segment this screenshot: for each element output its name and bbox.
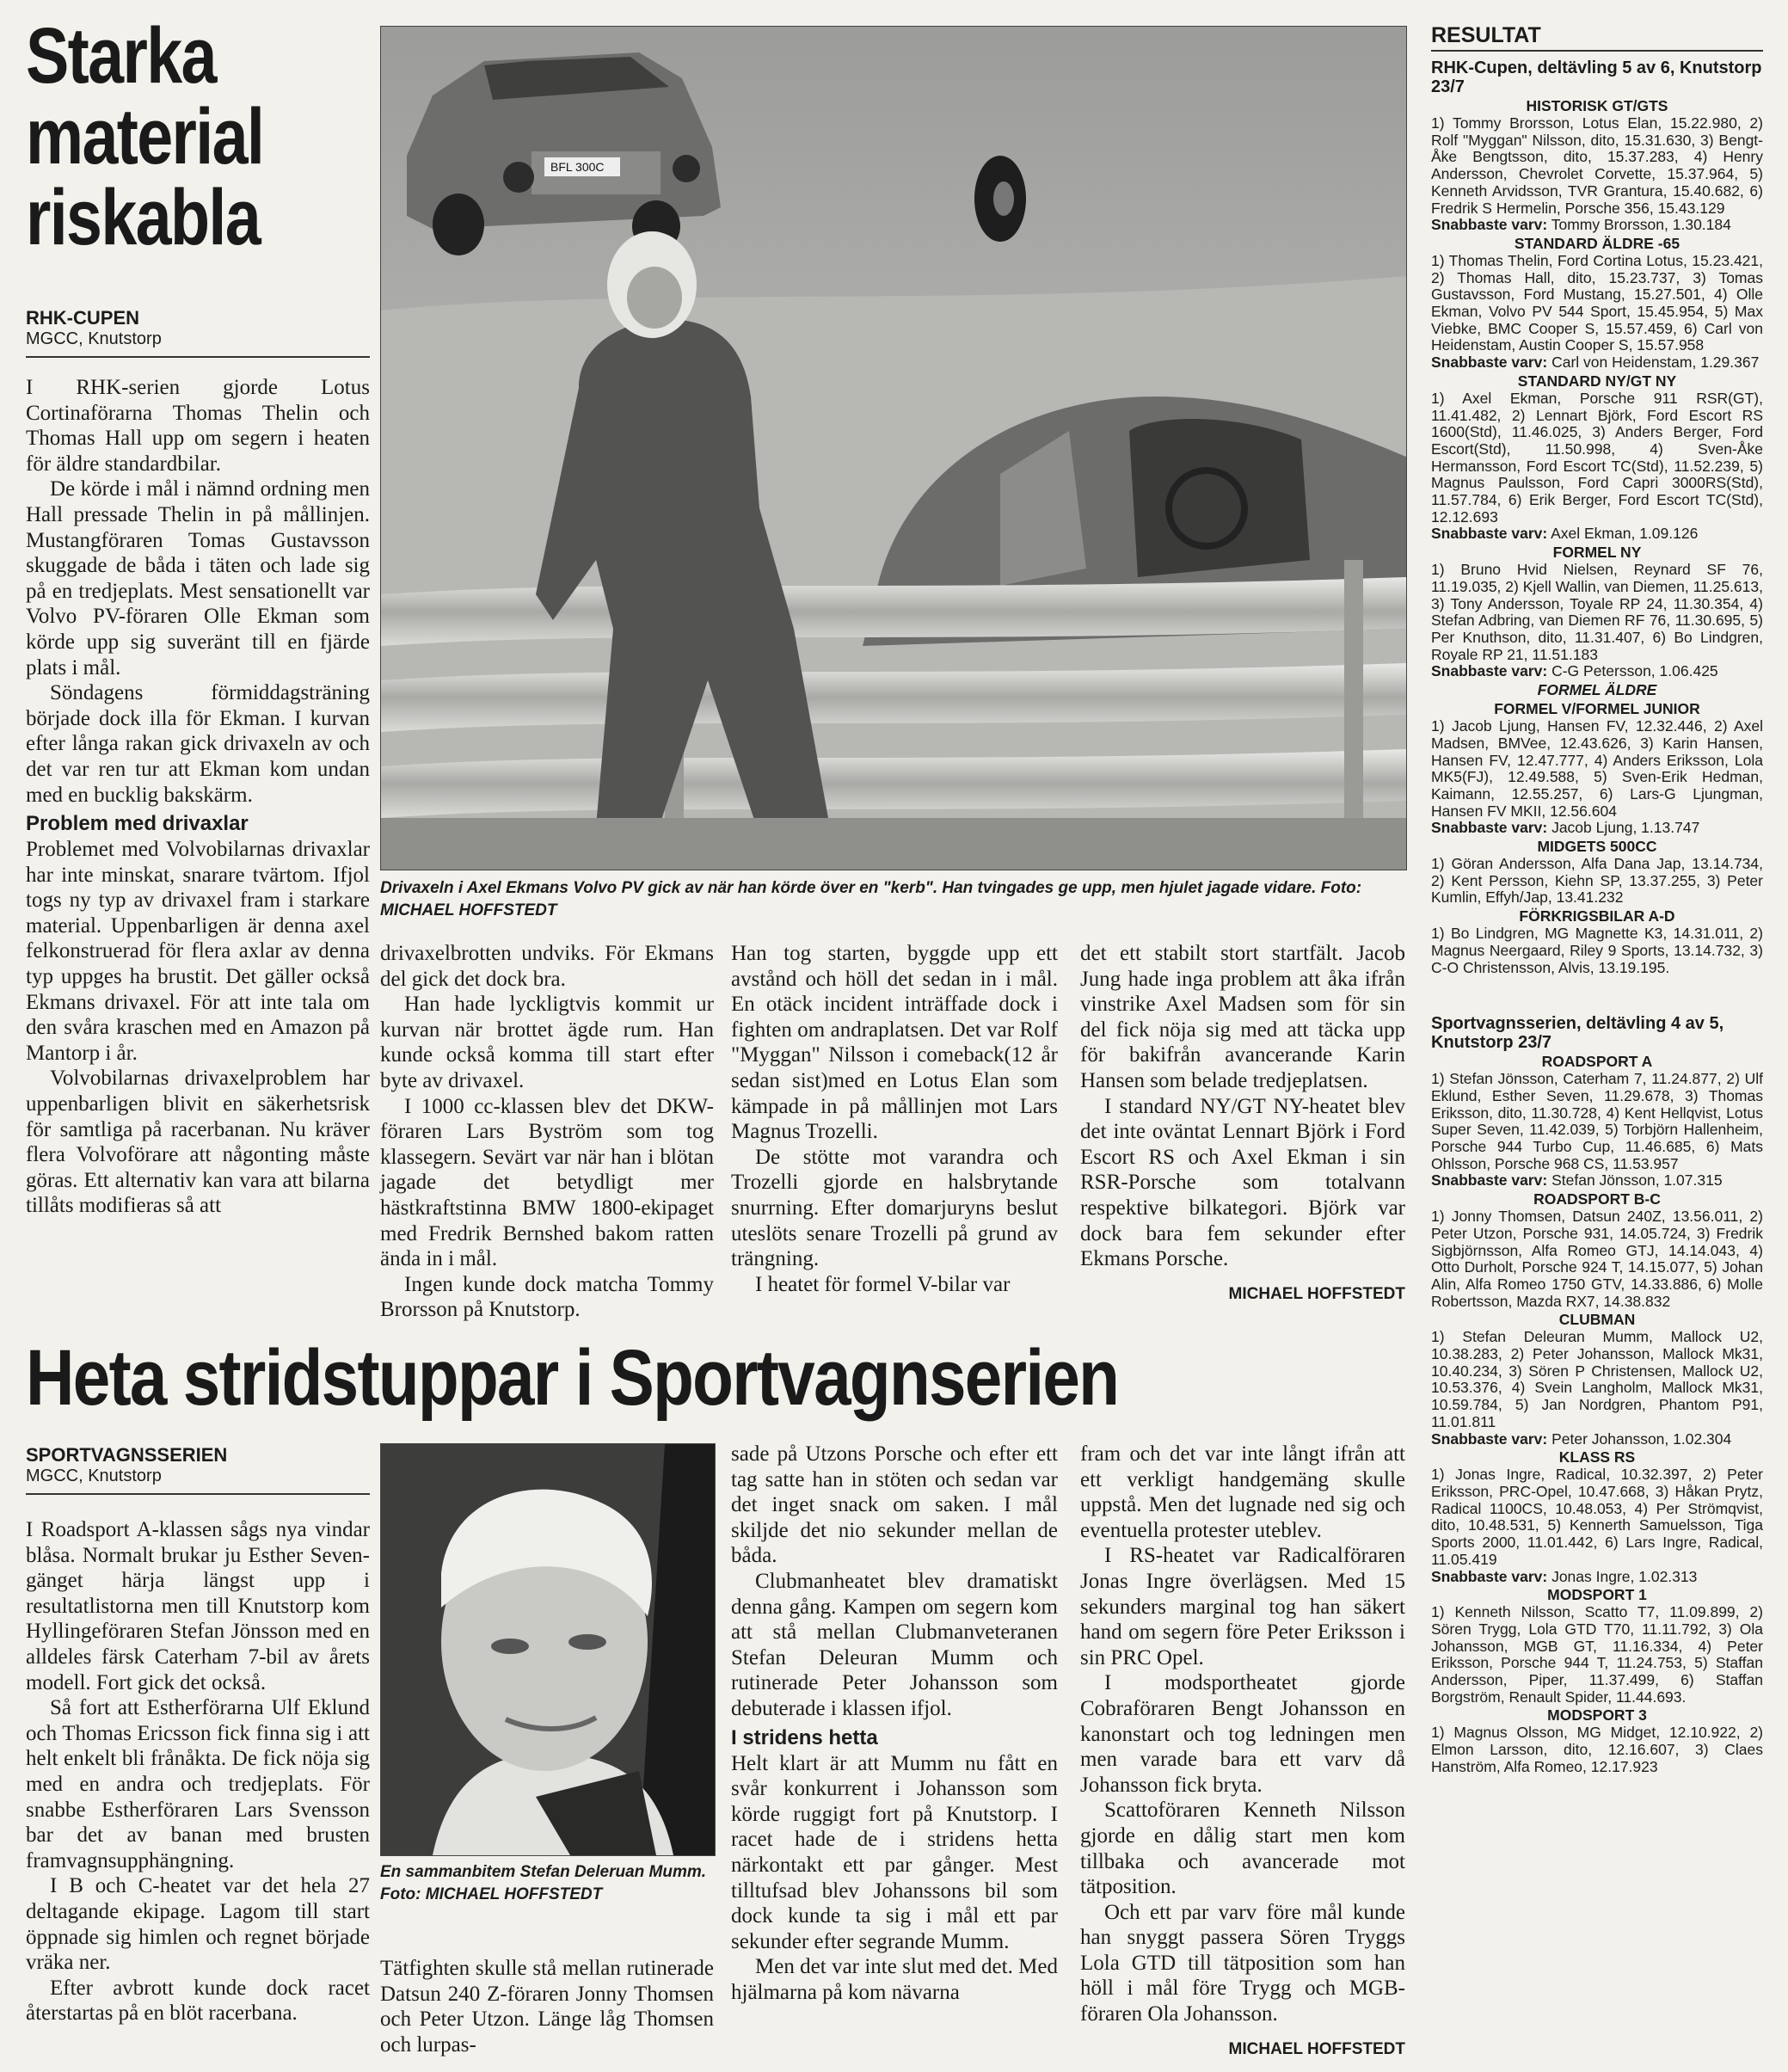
portrait-photo-caption: En sammanbitem Stefan Deleruan Mumm. Foto: MICHAEL HOFFSTEDT xyxy=(380,1863,707,1903)
fastest-lap-label: Snabbaste varv: xyxy=(1431,1567,1548,1585)
results-event-1: RHK-Cupen, deltävling 5 av 6, Knutstorp 23/7 xyxy=(1431,58,1762,96)
result-class-heading: ROADSPORT A xyxy=(1541,1053,1653,1071)
paragraph: Han hade lyckligtvis kommit ur kurvan när brottet ägde rum. Han kunde också komma till start efter byte av drivaxel. xyxy=(380,993,714,1092)
result-class-entries: 1) Stefan Deleuran Mumm, Mallock U2, 10.38.283, 2) Peter Johansson, Mallock Mk31, 10.40.234, 3) Sören P Christensen, Mallock U2, 10.53.376, 4) Svein Langholm, Mallock Mk31, 10.59.784, 5) Jan Nordgren, Phantom P91, 11.01.811 xyxy=(1431,1328,1763,1430)
fastest-lap-label: Snabbaste varv: xyxy=(1431,662,1548,680)
paragraph: Ingen kunde dock matcha Tommy Brorsson på Knutstorp. xyxy=(380,1272,714,1322)
portrait-photo xyxy=(380,1443,716,1856)
article2-section-label xyxy=(26,1445,370,1486)
paragraph: I heatet för formel V-bilar var xyxy=(755,1272,1011,1296)
article2-subhead: I stridens hetta xyxy=(731,1725,878,1749)
fastest-lap xyxy=(1431,1569,1763,1586)
article2-signature: MICHAEL HOFFSTEDT xyxy=(1228,2040,1405,2058)
paragraph: Söndagens förmiddagsträning började dock illa för Ekman. I kurvan efter långa rakan gick drivaxeln av och det var ren tur att Ekman kom undan med en bucklig bakskärm. xyxy=(26,681,370,807)
article2-column-4 xyxy=(1080,1442,1405,2027)
license-plate: BFL 300C xyxy=(550,160,605,174)
fastest-lap xyxy=(1431,217,1763,234)
results-title: RESULTAT xyxy=(1431,23,1541,47)
result-class-entries: 1) Jonas Ingre, Radical, 10.32.397, 2) Peter Eriksson, PRC-Opel, 10.47.668, 3) Håkan Prytz, Radical 1100CS, 10.48.053, 4) Per Strömqvist, dito, 10.48.531, 5) Kennerth Samuelsson, Tiga Sports 2000, 11.01.442, 6) Lars Ingre, Radical, 11.05.419 xyxy=(1431,1466,1763,1568)
result-class-entries: 1) Magnus Olsson, MG Midget, 12.10.922, 2) Elmon Larsson, dito, 12.16.607, 3) Claes Hanström, Alfa Romeo, 12.17.923 xyxy=(1431,1724,1763,1775)
fastest-lap xyxy=(1431,663,1763,680)
paragraph: fram och det var inte långt ifrån att ett verkligt handgemäng skulle uppstå. Men det lugnade ned sig och eventuella protester uteblev. xyxy=(1080,1442,1405,1542)
paragraph: Efter avbrott kunde dock racet återstartas på en blöt racerbana. xyxy=(26,1976,370,2026)
result-class-entries: 1) Bo Lindgren, MG Magnette K3, 14.31.011, 2) Magnus Neergaard, Riley 9 Sports, 13.14.732, 3) C-O Christensson, Alvis, 13.19.195. xyxy=(1431,925,1763,976)
paragraph: Scattoföraren Kenneth Nilsson gjorde en dålig start men kom tillbaka och avancerade mot tätposition. xyxy=(1080,1798,1405,1899)
article1-column-3 xyxy=(731,941,1058,1297)
fastest-lap-label: Snabbaste varv: xyxy=(1431,354,1548,372)
fastest-lap-value: Axel Ekman, 1.09.126 xyxy=(1551,525,1699,543)
results-column xyxy=(1431,22,1763,1776)
result-class-heading: FÖRKRIGSBILAR A-D xyxy=(1519,907,1675,925)
result-class-entries: 1) Göran Andersson, Alfa Dana Jap, 13.14.734, 2) Kent Persson, Kiehn SP, 13.37.255, 3) Peter Kumlin, Effyh/Jap, 13.41.232 xyxy=(1431,855,1763,907)
fastest-lap-label: Snabbaste varv: xyxy=(1431,525,1548,543)
article1-signature: MICHAEL HOFFSTEDT xyxy=(1228,1285,1405,1303)
result-class-entries: 1) Thomas Thelin, Ford Cortina Lotus, 15.23.421, 2) Thomas Hall, dito, 15.23.737, 3) Tomas Gustavsson, Ford Mustang, 15.27.501, 4) Olle Ekman, Volvo PV 544 Sport, 15.45.954, 5) Max Viebke, BMC Cooper S, 15.57.459, 6) Carl von Heidenstam, Austin Cooper S, 15.57.958 xyxy=(1431,251,1763,354)
fastest-lap xyxy=(1431,1431,1763,1448)
article1-place: MGCC, Knutstorp xyxy=(26,329,162,348)
result-class-heading: STANDARD ÄLDRE -65 xyxy=(1514,234,1680,252)
article2-place: MGCC, Knutstorp xyxy=(26,1466,162,1485)
article2-column-3 xyxy=(731,1442,1058,2005)
article1-rule xyxy=(26,356,370,358)
article2-column-1 xyxy=(26,1517,370,2026)
article1-subhead: Problem med drivaxlar xyxy=(26,812,249,836)
paragraph: Och ett par varv före mål kunde han snyggt passera Sören Tryggs Lola GTD till tätposition som han höll i mål före Trygg och MGB-föraren Ola Johansson. xyxy=(1080,1900,1405,2026)
article2-rule xyxy=(26,1493,370,1495)
race-photo-illustration xyxy=(381,27,1406,870)
result-class-heading: HISTORISK GT/GTS xyxy=(1526,97,1668,114)
paragraph: Problemet med Volvobilarnas drivaxlar har inte minskat, snarare tvärtom. Ifjol togs ny typ av drivaxel fram i starkare material. Uppenbarligen är denna axel felkonstruerad för flera axlar av denna typ uppges ha brustit. Det gäller också Ekmans drivaxel. För att inte tala om den svåra kraschen med en Amazon på Mantorp i år. xyxy=(26,838,370,1065)
fastest-lap-label: Snabbaste varv: xyxy=(1431,216,1548,234)
result-class-entries: 1) Axel Ekman, Porsche 911 RSR(GT), 11.41.482, 2) Lennart Björk, Ford Escort RS 1600(Std), 11.46.025, 3) Anders Berger, Ford Escort(Std), 11.50.998, 4) Sven-Åke Hermansson, Ford Escort TC(Std), 11.52.239, 5) Magnus Paulsson, Ford Capri 3000RS(Std), 11.57.784, 6) Erik Berger, Ford Escort TC(Std), 12.12.693 xyxy=(1431,389,1763,526)
fastest-lap-value: Jonas Ingre, 1.02.313 xyxy=(1551,1567,1698,1585)
results-list-2 xyxy=(1431,1052,1763,1775)
article2-headline: Heta stridstuppar i Sportvagnserien xyxy=(26,1334,1119,1422)
results-spacer xyxy=(1431,976,1763,1014)
portrait-photo-illustration xyxy=(381,1444,715,1855)
result-class-entries: 1) Bruno Hvid Nielsen, Reynard SF 76, 11.19.035, 2) Kjell Wallin, van Diemen, 11.25.613, 3) Tony Andersson, Toyale RP 24, 11.30.354, 4) Stefan Adbring, van Diemen RF 76, 11.30.695, 5) Per Knuthson, dito, 11.31.407, 6) Bo Lindgren, Royale RP 21, 11.51.183 xyxy=(1431,561,1763,663)
paragraph: drivaxelbrotten undviks. För Ekmans del gick det dock bra. xyxy=(380,942,714,991)
paragraph: I Roadsport A-klassen sågs nya vindar blåsa. Normalt brukar ju Esther Seven-gänget härja längst upp i resultatlistorna men till Knutstorp kom Hyllingeföraren Stefan Jönsson med en alldeles färsk Caterham 7-bil av årets modell. Fort gick det också. xyxy=(26,1518,370,1694)
article1-column-2 xyxy=(380,941,714,1323)
article2-column-2 xyxy=(380,1956,714,2057)
article1-headline: Starka material riskabla xyxy=(26,12,264,261)
article1-column-4 xyxy=(1080,941,1405,1272)
paragraph: Tätfighten skulle stå mellan rutinerade Datsun 240 Z-föraren Jonny Thomsen och Peter Utzon. Länge låg Thomsen och lurpas- xyxy=(380,1957,714,2057)
race-photo-caption: Drivaxeln i Axel Ekmans Volvo PV gick av när han körde över en "kerb". Han tvingades ge upp, men hjulet jagade vidare. Foto: MICHAEL HOFFSTEDT xyxy=(380,879,1362,919)
article1-column-1 xyxy=(26,375,370,1219)
paragraph: De stötte mot varandra och Trozelli gjorde en halsbrytande snurrning. Efter domarjuryns beslut uteslöts senare Trozelli på grund av trängning. xyxy=(731,1145,1058,1271)
results-rule xyxy=(1431,50,1763,52)
fastest-lap-value: Stefan Jönsson, 1.07.315 xyxy=(1551,1171,1723,1190)
paragraph: det ett stabilt stort startfält. Jacob Jung hade inga problem att åka ifrån vinstrike Axel Madsen som för sin del fick nöja sig med att täcka upp för bakifrån avancerande Karin Hansen som belade tredjeplatsen. xyxy=(1080,942,1405,1092)
fastest-lap-value: C-G Petersson, 1.06.425 xyxy=(1551,662,1718,680)
result-class-entries: 1) Jonny Thomsen, Datsun 240Z, 13.56.011, 2) Peter Utzon, Porsche 931, 14.05.724, 3) Fredrik Sigbjörnsson, Alfa Romeo GTJ, 14.14.043, 4) Otto Durholt, Porsche 924 T, 14.15.077, 5) Johan Alin, Alfa Romeo 1750 GTV, 14.33.886, 6) Molle Robertsson, Mazda RX7, 14.38.832 xyxy=(1431,1208,1763,1310)
paragraph: Men det var inte slut med det. Med hjälmarna på kom nävarna xyxy=(731,1955,1058,2004)
paragraph: I standard NY/GT NY-heatet blev det inte oväntat Lennart Björk i Ford Escort RS och Axel Ekman i sin RSR-Porsche som totalvann respektive bilkategori. Björk var dock bara fem sekunder efter Ekmans Porsche. xyxy=(1080,1094,1405,1271)
fastest-lap xyxy=(1431,526,1763,543)
result-class-heading: MODSPORT 1 xyxy=(1547,1586,1647,1604)
result-class-heading: FORMEL ÄLDRE xyxy=(1537,681,1657,699)
paragraph: Helt klart är att Mumm nu fått en svår konkurrent i Johansson som körde ruggigt fort på Knutstorp. I racet hade de i stridens hetta närkontakt ett par gånger. Mest tilltufsad blev Johanssons bil som dock kunde ta sig i mål ett par sekunder efter segrande Mumm. xyxy=(731,1751,1058,1953)
result-class-entries: 1) Stefan Jönsson, Caterham 7, 11.24.877, 2) Ulf Eklund, Esther Seven, 11.29.678, 3) Thomas Eriksson, dito, 11.30.728, 4) Kent Hellqvist, Lotus Super Seven, 11.42.039, 5) Torbjörn Hallenheim, Porsche 944 Turbo Cup, 11.46.685, 6) Mats Ohlsson, Porsche 968 CS, 11.53.957 xyxy=(1431,1070,1763,1172)
fastest-lap-value: Carl von Heidenstam, 1.29.367 xyxy=(1551,354,1760,372)
paragraph: I RS-heatet var Radicalföraren Jonas Ingre överlägsen. Med 15 sekunders marginal tog han säkert hand om segern före Peter Eriksson i sin PRC Opel. xyxy=(1080,1544,1405,1669)
fastest-lap xyxy=(1431,820,1763,837)
results-event-2: Sportvagnsserien, deltävling 4 av 5, Knutstorp 23/7 xyxy=(1431,1014,1724,1053)
result-class-entries: 1) Jacob Ljung, Hansen FV, 12.32.446, 2) Axel Madsen, BMVee, 12.43.626, 3) Karin Hansen, Hansen FV, 12.47.777, 4) Anders Eriksson, Lola MK5(FJ), 12.49.588, 5) Sven-Erik Hedman, Kaimann, 12.55.257, 6) Lars-G Ljungman, Hansen FV MKII, 12.56.604 xyxy=(1431,717,1763,820)
result-class-heading: FORMEL NY xyxy=(1552,544,1642,562)
paragraph: Så fort att Estherförarna Ulf Eklund och Thomas Ericsson fick finna sig i att helt enkelt bli frånåkta. De fick nöja sig med en andra och tredjeplats. För snabbe Estherföraren Lars Svensson bar det av banan med brusten framvagnsupphängning. xyxy=(26,1696,370,1872)
result-class-entries: 1) Kenneth Nilsson, Scatto T7, 11.09.899, 2) Sören Trygg, Lola GTD T70, 11.11.792, 3) Ola Johansson, MGB GT, 11.16.334, 4) Peter Eriksson, Porsche 944 T, 11.24.753, 5) Staffan Andersson, Piper, 11.37.499, 6) Staffan Borgström, Renault Spider, 11.44.693. xyxy=(1431,1603,1763,1706)
article1-kicker: RHK-CUPEN xyxy=(26,307,139,329)
guardrail xyxy=(381,560,1406,835)
fastest-lap-label: Snabbaste varv: xyxy=(1431,819,1548,837)
loose-wheel xyxy=(974,156,1026,242)
paragraph: De körde i mål i nämnd ordning men Hall pressade Thelin in på mållinjen. Mustangföraren Tomas Gustavsson skuggade de båda i täten och lade sig på en tredjeplats. Mest sensationellt var Volvo PV-föraren Olle Ekman som körde upp sig suveränt till en fjärde plats i mål. xyxy=(26,477,370,679)
result-class-heading: MODSPORT 3 xyxy=(1547,1706,1647,1725)
fastest-lap-label: Snabbaste varv: xyxy=(1431,1171,1548,1190)
paragraph: sade på Utzons Porsche och efter ett tag satte han in stöten och sedan var det inget snack om saken. I mål skiljde det nio sekunder mellan de båda. xyxy=(731,1442,1058,1568)
result-class-entries: 1) Tommy Brorsson, Lotus Elan, 15.22.980, 2) Rolf "Myggan" Nilsson, dito, 15.31.630, 3) Bengt-Åke Bengtsson, dito, 15.37.283, 4) Henry Andersson, Chevrolet Corvette, 15.37.964, 5) Kenneth Arvidsson, TVR Grantura, 15.40.682, 6) Fredrik S Hermelin, Porsche 356, 15.43.129 xyxy=(1431,114,1763,217)
results-list-1 xyxy=(1431,96,1763,976)
paragraph: I modsportheatet gjorde Cobraföraren Bengt Johansson en kanonstart och tog ledningen men men varade bara ett varv då Johansson fick bryta. xyxy=(1080,1671,1405,1797)
result-class-heading: MIDGETS 500CC xyxy=(1537,838,1657,856)
race-photo xyxy=(380,26,1407,870)
paragraph: Han tog starten, byggde upp ett avstånd och höll det sedan in i mål. En otäck incident inträffade dock i fighten om andraplatsen. Det var Rolf "Myggan" Nilsson i comeback(12 år sedan sist)med en Lotus Elan som kämpade in på mållinjen mot Lars Magnus Trozelli. xyxy=(731,942,1058,1144)
fastest-lap-value: Peter Johansson, 1.02.304 xyxy=(1551,1429,1732,1448)
result-class-heading: KLASS RS xyxy=(1558,1448,1636,1466)
paragraph: I B och C-heatet var det hela 27 deltagande ekipage. Lagom till start öppnade sig himlen och regnet började vräka ner. xyxy=(26,1874,370,1975)
result-class-heading: ROADSPORT B-C xyxy=(1533,1190,1661,1208)
paragraph: Clubmanheatet blev dramatiskt denna gång. Kampen om segern kom att stå mellan Clubmanveteranen Stefan Deleuran Mumm och rutinerade Peter Johansson som debuterade i klassen ifjol. xyxy=(731,1569,1058,1720)
result-class-heading: FORMEL V/FORMEL JUNIOR xyxy=(1494,700,1700,718)
paragraph: Volvobilarnas drivaxelproblem har uppenbarligen blivit en säkerhetsrisk för samtliga på racerbanan. Nu kräver flera Volvoförare att någonting måste göras. Ett alternativ kan vara att bilarna tillåts modifieras så att xyxy=(26,1067,370,1218)
fastest-lap-label: Snabbaste varv: xyxy=(1431,1429,1548,1448)
fastest-lap xyxy=(1431,354,1763,372)
paragraph: I RHK-serien gjorde Lotus Cortinaförarna Thomas Thelin och Thomas Hall upp om segern i heaten för äldre standardbilar. xyxy=(26,376,370,476)
paragraph: I 1000 cc-klassen blev det DKW-föraren Lars Byström som tog klassegern. Sevärt var när han i blötan jagade det betydligt mer hästkraftstinna BMW 1800-ekipaget med Fredrik Bernshed bakom ratten ända in i mål. xyxy=(380,1094,714,1271)
result-class-heading: STANDARD NY/GT NY xyxy=(1517,372,1677,390)
fastest-lap-value: Tommy Brorsson, 1.30.184 xyxy=(1551,216,1731,234)
fastest-lap-value: Jacob Ljung, 1.13.747 xyxy=(1551,819,1700,837)
result-class-heading: CLUBMAN xyxy=(1558,1311,1636,1329)
article1-section-label xyxy=(26,308,370,349)
fastest-lap xyxy=(1431,1172,1763,1190)
article2-kicker: SPORTVAGNSSERIEN xyxy=(26,1444,228,1466)
